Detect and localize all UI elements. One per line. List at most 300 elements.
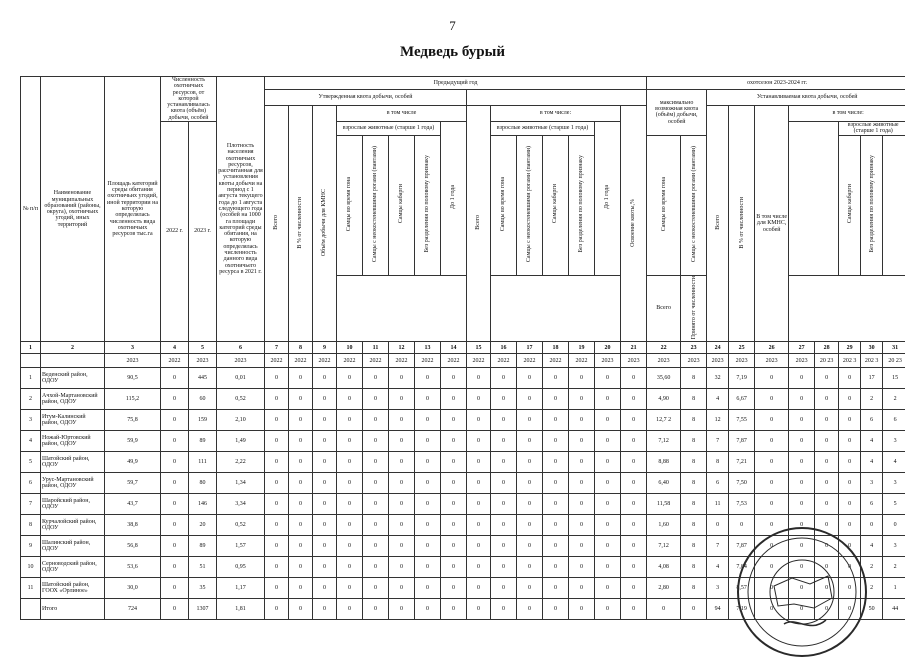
cell-22: 35,60 xyxy=(647,368,681,389)
col-number-4: 4 xyxy=(161,342,189,354)
cell-2: Итум-Калинский район, ОДОУ xyxy=(41,410,105,431)
cell-30: 6 xyxy=(861,410,883,431)
cell-29: 0 xyxy=(839,389,861,410)
cell-7: 0 xyxy=(265,557,289,578)
hdr-vsego-r xyxy=(707,106,729,342)
cell-2: Курчалойский район, ОДОУ xyxy=(41,515,105,536)
cell-11: 0 xyxy=(363,557,389,578)
year-cell-5: 2023 xyxy=(189,354,217,368)
cell-21: 0 xyxy=(621,473,647,494)
cell-6: 1,49 xyxy=(217,431,265,452)
cell-15: 0 xyxy=(467,410,491,431)
cell-27: 0 xyxy=(789,368,815,389)
cell-4: 0 xyxy=(161,431,189,452)
cell-28: 0 xyxy=(815,452,839,473)
cell-31: 2 xyxy=(883,389,905,410)
cell-27: 0 xyxy=(789,557,815,578)
hdr-spacer-c xyxy=(789,275,905,342)
cell-12: 0 xyxy=(389,578,415,599)
cell-16: 0 xyxy=(491,389,517,410)
cell-16: 0 xyxy=(491,473,517,494)
table-header xyxy=(21,77,905,342)
hdr-including: в том числе xyxy=(337,106,467,122)
cell-4: 0 xyxy=(161,368,189,389)
col-number-12: 12 xyxy=(389,342,415,354)
cell-23: 8 xyxy=(681,578,707,599)
hdr-season: охотсезон 2023-2024 гг. xyxy=(647,77,905,90)
cell-22: 12,7 2 xyxy=(647,410,681,431)
cell-29: 0 xyxy=(839,431,861,452)
cell-14: 0 xyxy=(441,389,467,410)
col-number-24: 24 xyxy=(707,342,729,354)
cell-12: 0 xyxy=(389,389,415,410)
year-cell-14: 2022 xyxy=(441,354,467,368)
table-row xyxy=(21,431,905,452)
cell-9: 0 xyxy=(313,578,337,599)
hdr-no-sex xyxy=(415,135,441,275)
cell-19: 0 xyxy=(569,452,595,473)
cell-12: 0 xyxy=(389,599,415,620)
cell-8: 0 xyxy=(289,431,313,452)
cell-19: 0 xyxy=(569,557,595,578)
cell-2: Урус-Мартановский район, ОДОУ xyxy=(41,473,105,494)
cell-26: 0 xyxy=(755,557,789,578)
cell-25: 7,87 xyxy=(729,431,755,452)
cell-1: 8 xyxy=(21,515,41,536)
cell-13: 0 xyxy=(415,473,441,494)
cell-13: 0 xyxy=(415,410,441,431)
hdr-pct xyxy=(289,106,313,342)
cell-17: 0 xyxy=(517,368,543,389)
cell-20: 0 xyxy=(595,368,621,389)
cell-23: 8 xyxy=(681,410,707,431)
hdr-pct-label: В % от численности xyxy=(297,197,303,249)
cell-7: 0 xyxy=(265,536,289,557)
hdr-do1-label: До 1 года xyxy=(450,185,456,209)
cell-15: 0 xyxy=(467,473,491,494)
cell-14: 0 xyxy=(441,578,467,599)
year-cell-28: 20 23 xyxy=(815,354,839,368)
cell-15: 0 xyxy=(467,431,491,452)
cell-24: 3 xyxy=(707,578,729,599)
cell-20: 0 xyxy=(595,494,621,515)
cell-27: 0 xyxy=(789,410,815,431)
table-row xyxy=(21,452,905,473)
cell-7: 0 xyxy=(265,389,289,410)
cell-25: 7,55 xyxy=(729,410,755,431)
cell-7: 0 xyxy=(265,515,289,536)
year-cell-3: 2023 xyxy=(105,354,161,368)
hdr-no-sex-mid-label: Без разделения по половому признаку xyxy=(578,155,584,252)
cell-9: 0 xyxy=(313,599,337,620)
hdr-adults: взрослые животные (старше 1 года) xyxy=(337,122,441,136)
hdr-pct-r xyxy=(729,106,755,342)
cell-29: 0 xyxy=(839,557,861,578)
hdr-established-quota: Устанавливаемая квота добычи, особей xyxy=(707,90,905,106)
cell-27: 0 xyxy=(789,452,815,473)
col-number-14: 14 xyxy=(441,342,467,354)
cell-16: 0 xyxy=(491,410,517,431)
cell-3: 724 xyxy=(105,599,161,620)
hdr-osvoen-label: Освоение квоты,% xyxy=(630,199,636,247)
cell-5: 51 xyxy=(189,557,217,578)
cell-22: 7,12 xyxy=(647,431,681,452)
hdr-males-antlers-label: Самцы с неокостеневшими рогами (пантами) xyxy=(372,146,378,262)
cell-14: 0 xyxy=(441,494,467,515)
cell-22: 1,60 xyxy=(647,515,681,536)
hdr-musk-males xyxy=(389,135,415,275)
cell-25: 7,84 xyxy=(729,557,755,578)
cell-29: 0 xyxy=(839,368,861,389)
cell-5: 80 xyxy=(189,473,217,494)
col-number-9: 9 xyxy=(313,342,337,354)
cell-2: Шалинский район, ОДОУ xyxy=(41,536,105,557)
cell-23: 8 xyxy=(681,536,707,557)
cell-17: 0 xyxy=(517,578,543,599)
cell-11: 0 xyxy=(363,599,389,620)
cell-3: 59,7 xyxy=(105,473,161,494)
year-cell-13: 2022 xyxy=(415,354,441,368)
year-cell-20: 2023 xyxy=(595,354,621,368)
hdr-males-rut-r xyxy=(647,135,681,275)
cell-11: 0 xyxy=(363,473,389,494)
hdr-males-antlers-mid xyxy=(517,135,543,275)
cell-5: 89 xyxy=(189,431,217,452)
cell-23: 8 xyxy=(681,368,707,389)
cell-10: 0 xyxy=(337,389,363,410)
cell-1: 9 xyxy=(21,536,41,557)
cell-29: 0 xyxy=(839,410,861,431)
cell-26: 0 xyxy=(755,599,789,620)
year-cell-24: 2023 xyxy=(707,354,729,368)
cell-23: 8 xyxy=(681,557,707,578)
cell-26: 0 xyxy=(755,494,789,515)
cell-4: 0 xyxy=(161,473,189,494)
cell-23: 0 xyxy=(681,599,707,620)
cell-6: 0,52 xyxy=(217,389,265,410)
cell-18: 0 xyxy=(543,410,569,431)
cell-20: 0 xyxy=(595,389,621,410)
hdr-year-2022: 2022 г. xyxy=(161,122,189,342)
cell-29: 0 xyxy=(839,473,861,494)
year-cell-6: 2023 xyxy=(217,354,265,368)
cell-29: 0 xyxy=(839,494,861,515)
cell-29: 0 xyxy=(839,578,861,599)
cell-20: 0 xyxy=(595,557,621,578)
cell-13: 0 xyxy=(415,431,441,452)
cell-3: 115,2 xyxy=(105,389,161,410)
hdr-vsego-mid xyxy=(467,106,491,342)
cell-4: 0 xyxy=(161,515,189,536)
col-number-1: 1 xyxy=(21,342,41,354)
col-number-22: 22 xyxy=(647,342,681,354)
cell-21: 0 xyxy=(621,557,647,578)
cell-6: 2,10 xyxy=(217,410,265,431)
cell-5: 159 xyxy=(189,410,217,431)
year-cell-8: 2022 xyxy=(289,354,313,368)
cell-28: 0 xyxy=(815,557,839,578)
cell-15: 0 xyxy=(467,389,491,410)
hdr-vsego-r-label: Всего xyxy=(715,215,721,230)
year-cell-22: 2023 xyxy=(647,354,681,368)
cell-1: 3 xyxy=(21,410,41,431)
cell-20: 0 xyxy=(595,536,621,557)
cell-12: 0 xyxy=(389,473,415,494)
cell-21: 0 xyxy=(621,452,647,473)
cell-16: 0 xyxy=(491,431,517,452)
cell-31: 5 xyxy=(883,494,905,515)
cell-17: 0 xyxy=(517,536,543,557)
hdr-males-antlers xyxy=(363,135,389,275)
cell-3: 49,9 xyxy=(105,452,161,473)
cell-12: 0 xyxy=(389,536,415,557)
cell-12: 0 xyxy=(389,452,415,473)
cell-31: 3 xyxy=(883,536,905,557)
cell-30: 2 xyxy=(861,389,883,410)
hdr-vsego-max: Всего xyxy=(647,275,681,342)
cell-9: 0 xyxy=(313,473,337,494)
cell-15: 0 xyxy=(467,494,491,515)
cell-1: 2 xyxy=(21,389,41,410)
hdr-adults-r: взрослые животные (старше 1 года) xyxy=(839,122,905,136)
cell-4: 0 xyxy=(161,578,189,599)
cell-11: 0 xyxy=(363,431,389,452)
cell-13: 0 xyxy=(415,389,441,410)
cell-25: 7,50 xyxy=(729,473,755,494)
cell-15: 0 xyxy=(467,578,491,599)
cell-28: 0 xyxy=(815,578,839,599)
table-row xyxy=(21,494,905,515)
cell-30: 4 xyxy=(861,452,883,473)
col-number-26: 26 xyxy=(755,342,789,354)
hdr-musk-males-r xyxy=(839,135,861,275)
page-number: 7 xyxy=(0,18,905,34)
cell-28: 0 xyxy=(815,410,839,431)
col-number-25: 25 xyxy=(729,342,755,354)
year-cell-31: 20 23 xyxy=(883,354,905,368)
cell-1: 5 xyxy=(21,452,41,473)
cell-4: 0 xyxy=(161,410,189,431)
cell-21: 0 xyxy=(621,368,647,389)
cell-4: 0 xyxy=(161,599,189,620)
cell-13: 0 xyxy=(415,578,441,599)
cell-22: 4,90 xyxy=(647,389,681,410)
cell-23: 8 xyxy=(681,431,707,452)
year-cell-2 xyxy=(41,354,105,368)
cell-16: 0 xyxy=(491,599,517,620)
cell-2: Ножай-Юртовский район, ОДОУ xyxy=(41,431,105,452)
cell-15: 0 xyxy=(467,368,491,389)
cell-16: 0 xyxy=(491,557,517,578)
cell-8: 0 xyxy=(289,389,313,410)
cell-16: 0 xyxy=(491,578,517,599)
cell-14: 0 xyxy=(441,410,467,431)
cell-10: 0 xyxy=(337,494,363,515)
cell-19: 0 xyxy=(569,494,595,515)
cell-7: 0 xyxy=(265,410,289,431)
cell-13: 0 xyxy=(415,494,441,515)
cell-15: 0 xyxy=(467,599,491,620)
cell-6: 0,52 xyxy=(217,515,265,536)
col-number-17: 17 xyxy=(517,342,543,354)
cell-11: 0 xyxy=(363,410,389,431)
cell-12: 0 xyxy=(389,410,415,431)
cell-1 xyxy=(21,599,41,620)
cell-16: 0 xyxy=(491,494,517,515)
hdr-males-antlers-r xyxy=(681,135,707,275)
cell-7: 0 xyxy=(265,368,289,389)
hdr-prev-year: Предыдущий год xyxy=(265,77,647,90)
hdr-musk-males-mid-label: Самцы кабарги xyxy=(552,184,558,223)
cell-27: 0 xyxy=(789,473,815,494)
cell-21: 0 xyxy=(621,494,647,515)
hdr-num: № п/п xyxy=(21,77,41,342)
cell-10: 0 xyxy=(337,599,363,620)
cell-6: 1,34 xyxy=(217,473,265,494)
col-number-8: 8 xyxy=(289,342,313,354)
cell-20: 0 xyxy=(595,452,621,473)
cell-11: 0 xyxy=(363,536,389,557)
cell-9: 0 xyxy=(313,452,337,473)
cell-25: 7,19 xyxy=(729,599,755,620)
cell-19: 0 xyxy=(569,410,595,431)
cell-27: 0 xyxy=(789,578,815,599)
cell-13: 0 xyxy=(415,536,441,557)
hdr-kmns-label: Объём добычи для КМНС xyxy=(321,189,327,256)
cell-6: 0,95 xyxy=(217,557,265,578)
cell-12: 0 xyxy=(389,557,415,578)
cell-9: 0 xyxy=(313,368,337,389)
cell-28: 0 xyxy=(815,473,839,494)
cell-31: 4 xyxy=(883,452,905,473)
cell-26: 0 xyxy=(755,431,789,452)
cell-30: 2 xyxy=(861,578,883,599)
cell-10: 0 xyxy=(337,431,363,452)
cell-31: 15 xyxy=(883,368,905,389)
col-number-6: 6 xyxy=(217,342,265,354)
cell-2: Веденский район, ОДОУ xyxy=(41,368,105,389)
cell-8: 0 xyxy=(289,473,313,494)
year-cell-4: 2022 xyxy=(161,354,189,368)
cell-11: 0 xyxy=(363,578,389,599)
hdr-max-vals xyxy=(789,122,839,276)
cell-19: 0 xyxy=(569,578,595,599)
year-cell-12: 2022 xyxy=(389,354,415,368)
col-number-18: 18 xyxy=(543,342,569,354)
cell-5: 1307 xyxy=(189,599,217,620)
hdr-musk-males-mid xyxy=(543,135,569,275)
cell-13: 0 xyxy=(415,557,441,578)
col-number-15: 15 xyxy=(467,342,491,354)
hdr-musk-males-label: Самцы кабарги xyxy=(398,184,404,223)
cell-26: 0 xyxy=(755,578,789,599)
cell-30: 3 xyxy=(861,473,883,494)
cell-12: 0 xyxy=(389,515,415,536)
cell-3: 56,8 xyxy=(105,536,161,557)
cell-20: 0 xyxy=(595,431,621,452)
year-cell-25: 2023 xyxy=(729,354,755,368)
cell-20: 0 xyxy=(595,473,621,494)
cell-11: 0 xyxy=(363,515,389,536)
cell-14: 0 xyxy=(441,368,467,389)
hdr-males-rut-mid-label: Самцы во время гона xyxy=(500,177,506,231)
year-cell-7: 2022 xyxy=(265,354,289,368)
hdr-vsego xyxy=(265,106,289,342)
cell-18: 0 xyxy=(543,515,569,536)
cell-8: 0 xyxy=(289,515,313,536)
hdr-males-rut-r-label: Самцы во время гона xyxy=(661,177,667,231)
year-cell-30: 202 3 xyxy=(861,354,883,368)
year-cell-1 xyxy=(21,354,41,368)
column-number-row xyxy=(21,342,905,354)
cell-5: 445 xyxy=(189,368,217,389)
cell-24: 32 xyxy=(707,368,729,389)
cell-21: 0 xyxy=(621,599,647,620)
cell-21: 0 xyxy=(621,578,647,599)
hdr-kmns xyxy=(313,106,337,342)
cell-29: 0 xyxy=(839,536,861,557)
cell-23: 8 xyxy=(681,389,707,410)
cell-10: 0 xyxy=(337,368,363,389)
cell-29: 0 xyxy=(839,452,861,473)
cell-10: 0 xyxy=(337,536,363,557)
cell-28: 0 xyxy=(815,431,839,452)
cell-19: 0 xyxy=(569,431,595,452)
cell-13: 0 xyxy=(415,368,441,389)
cell-6: 3,34 xyxy=(217,494,265,515)
hdr-no-sex-r xyxy=(861,135,883,275)
hdr-density: Плотность населения охотничьих ресурсов, рассчитанная для установления квоты добычи на период с 1 августа текущего года до 1 августа следующего года (особей на 1000 га площади категорий среды обитания, на которую определялась численность данного вида охотничьего ресурса в 2021 г. xyxy=(217,77,265,342)
cell-4: 0 xyxy=(161,494,189,515)
col-number-28: 28 xyxy=(815,342,839,354)
cell-26: 0 xyxy=(755,410,789,431)
cell-13: 0 xyxy=(415,599,441,620)
cell-14: 0 xyxy=(441,473,467,494)
cell-14: 0 xyxy=(441,431,467,452)
col-number-30: 30 xyxy=(861,342,883,354)
cell-29: 0 xyxy=(839,515,861,536)
year-cell-15: 2022 xyxy=(467,354,491,368)
cell-2: Ачхой-Мартановский район, ОДОУ xyxy=(41,389,105,410)
col-number-20: 20 xyxy=(595,342,621,354)
cell-16: 0 xyxy=(491,515,517,536)
year-cell-17: 2022 xyxy=(517,354,543,368)
cell-6: 1,81 xyxy=(217,599,265,620)
year-cell-23: 2023 xyxy=(681,354,707,368)
cell-11: 0 xyxy=(363,389,389,410)
cell-7: 0 xyxy=(265,473,289,494)
hdr-osvoen xyxy=(621,106,647,342)
cell-18: 0 xyxy=(543,557,569,578)
cell-7: 0 xyxy=(265,599,289,620)
cell-23: 8 xyxy=(681,494,707,515)
cell-24: 4 xyxy=(707,389,729,410)
cell-27: 0 xyxy=(789,494,815,515)
cell-10: 0 xyxy=(337,473,363,494)
hdr-prev-spare xyxy=(467,90,647,106)
year-cell-10: 2022 xyxy=(337,354,363,368)
cell-18: 0 xyxy=(543,452,569,473)
cell-25: 8,57 xyxy=(729,578,755,599)
cell-8: 0 xyxy=(289,452,313,473)
cell-3: 90,5 xyxy=(105,368,161,389)
cell-17: 0 xyxy=(517,557,543,578)
cell-18: 0 xyxy=(543,578,569,599)
cell-5: 146 xyxy=(189,494,217,515)
cell-16: 0 xyxy=(491,368,517,389)
hdr-area: Площадь категорий среды обитания охотничьих угодий, иной территории на которую определялась численность вида охотничьих ресурсов тыс.га xyxy=(105,77,161,342)
hdr-pct-r-label: В % от численности xyxy=(739,197,745,249)
